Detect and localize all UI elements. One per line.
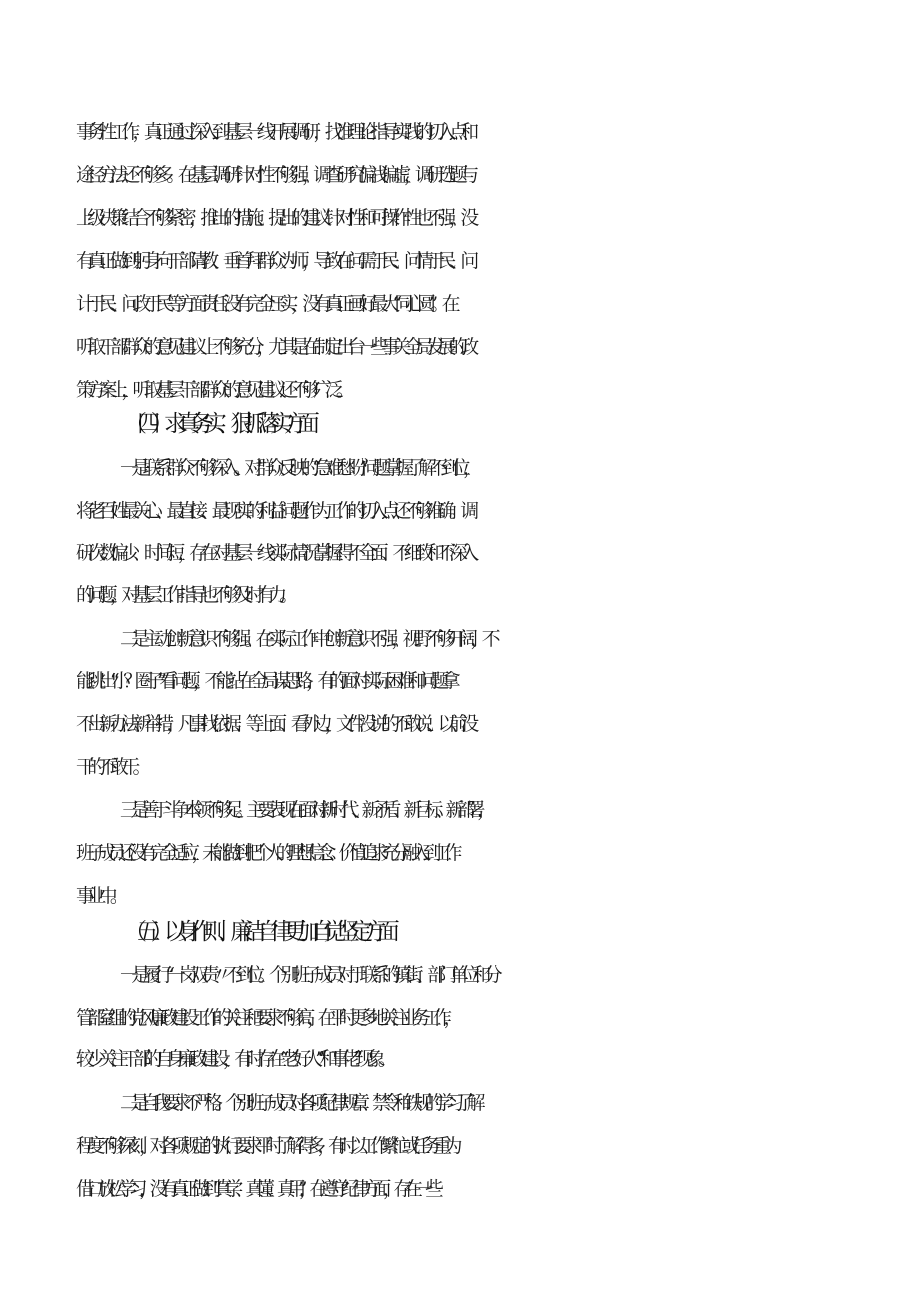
- text-line: 研次数偏少、时间短，存在对基层一线实际情况掌握得不全面、不细致和不深入: [76, 542, 472, 564]
- text-line: 借口放松学习，没有真正做到“真学、真懂、真用”，在遵守纪律方面，存在一些: [76, 1178, 436, 1200]
- text-line: 干的不敢干。: [76, 756, 144, 778]
- text-line: 听取干部群众的意见建议上不够充分，尤其是在制定出台一些事关全局发展的政: [76, 336, 472, 358]
- section-heading: （四）求真务实、狠抓落实方面: [124, 411, 311, 437]
- text-line: 上级决策结合不够紧密，推出的措施、提出的建议针对性和可操作性也不强，没: [76, 207, 472, 229]
- text-line: 事务性工作，真正通过深入到基层一线开展调研，找准理论指导实践的切入点和: [76, 121, 472, 143]
- text-line: 事业中。: [76, 885, 122, 907]
- text-line: 能跳出“小？圈子”看问题，不能站在全局谋思路，有的面对实际困难和问题拿: [76, 670, 453, 692]
- text-line: 班子成员还没有完全适应，未能做到把个人的理想信念、价值追求充分融入到工作: [76, 842, 455, 864]
- text-line: 不出新办法新举措，凡事找依据、等上面、看外边，文件没说的不敢说、以前没: [76, 713, 472, 735]
- text-line: 一是履行“一岗双责〃不到位。个别班子成员对于联系的镇街、部门单位和分: [120, 964, 495, 986]
- text-line: 二是自我要求不严格。个别班子成员对各项纪律规章、禁令和铁规的学习了解: [120, 1092, 478, 1114]
- section-heading: （五）以身作则、廉洁自律更加自觉坚定方面: [124, 919, 391, 945]
- text-line: 三是善于斗争本领不够足。主要表现在面对新时代、新矛盾、新目标、新部署，: [120, 799, 488, 821]
- text-line: 计于民、问政于民等方面责任没有完全压实，没有真正画好最大“同心圆”。在: [76, 293, 453, 315]
- text-line: 二是主动创新意识不够强。在实际工作中创新意识不强，视野不够开阔，不: [120, 628, 493, 650]
- text-line: 较少关注干部的自身廉政建设，有时存在“老好人”“和事佬”现象。: [76, 1048, 390, 1070]
- text-line: 的问题，对基层工作指导也不够及时有力。: [76, 584, 291, 606]
- text-line: 策方案上，听取基层干部群众的意见建议还不够广泛。: [76, 379, 348, 401]
- text-line: 一是联系群众不够深入。对群众反映的“急难愁盼”问题掌握了解不到位，: [120, 457, 475, 479]
- text-line: 将老百姓最关心、最直接、最现实的利益问题作为工作的切入点还不够准确。调: [76, 500, 472, 522]
- text-line: 途径方法还不够多。在基层调研针对性不够强，调查研究偏浅偏虚，调研选题与: [76, 164, 472, 186]
- text-line: 管部室组的党风廉政建设工作的关注和要求不够高，在平时更多地关注业务工作，: [76, 1007, 455, 1029]
- text-line: 程度不够深刻，对各项规定的执行要求平时了解得多，有时以工作繁忙或任务重为: [76, 1135, 455, 1157]
- text-line: 有真正做到躬身向干部请教、垂首拜群众为师，导致在问需于民、问情于民、问: [76, 250, 472, 272]
